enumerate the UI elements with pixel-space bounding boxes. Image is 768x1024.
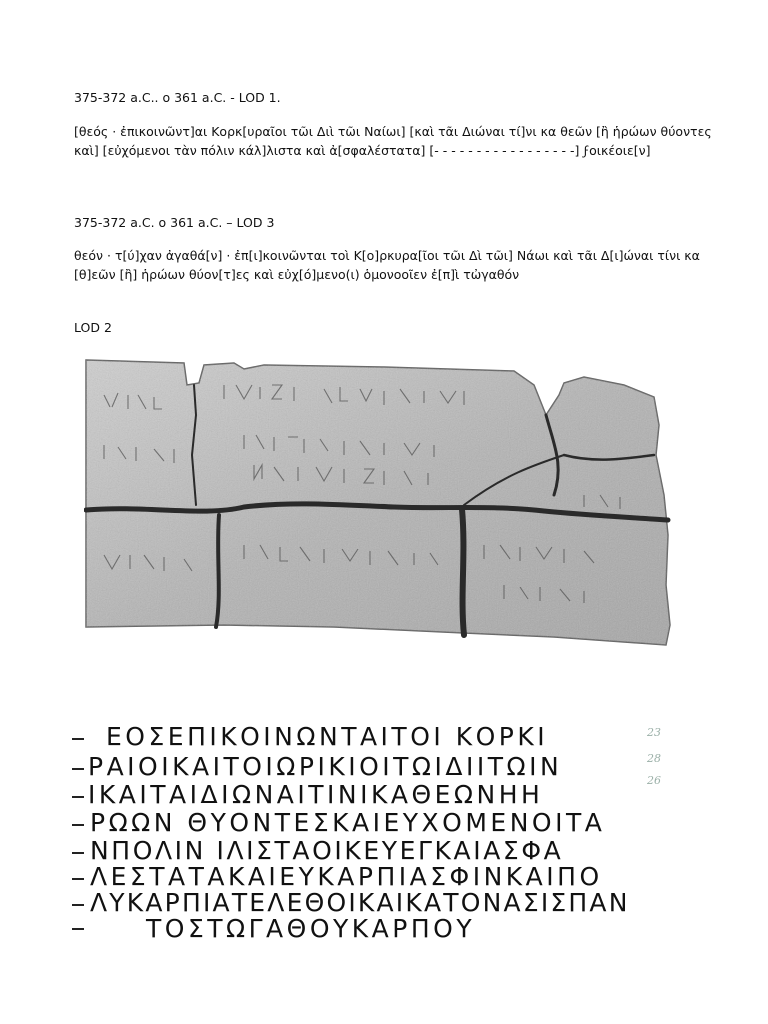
lod1-transcription-text: [θεός · ἐπικοινῶντ]αι Κορκ[υραῖοι τῶι Διὶ τῶι Ναίωι] [καὶ τᾶι Διώναι τί]νι κα θεῶν [ἢ ἡρώων θύοντες καὶ] [εὐχόμενοι τὰν πόλιν κάλ]λιστα καὶ ἀ[σφαλέστατα] [- - - - - - - - - - - - - - - - -] ϝοικέοιε[ν] — [74, 124, 712, 158]
lod3-transcription-text: θεόν · τ[ύ]χαν ἀγαθά[ν] · ἐπ[ι]κοινῶνται τοὶ Κ[ο]ρκυρα[ῖοι τῶι Δὶ τῶι] Νάωι καὶ τᾶι Δ[ι]ώναι τίνι κα [θ]εῶν [ἢ] ἡρώων θύον[τ]ες καὶ εὐχ[ό]μενο(ι) ὁμονοοῖεν ἐ[π]ὶ τὠγαθόν — [74, 248, 700, 282]
inscription-transcription-drawing — [60, 716, 710, 943]
transcription-line-6: ΛΕΣΤΑΤΑΚΑΙΕΥΚΑΡΠΙΑΣΦΙΝΚΑΙΠΟ — [90, 862, 603, 891]
inscription-photograph — [84, 355, 684, 655]
line-marker — [72, 852, 84, 854]
margin-number: 28 — [647, 752, 661, 765]
transcription-line-3: ΙΚΑΙΤΑΙΔΙΩΝΑΙΤΙΝΙΚΑΘΕΩΝΗΗ — [88, 780, 544, 809]
line-marker — [72, 928, 84, 930]
transcription-line-5: ΝΠΟΛΙΝ ΙΛΙΣΤΑΟΙΚΕΥΕΓΚΑΙΑΣΦΑ — [90, 836, 564, 865]
transcription-line-7: ΛΥΚΑΡΠΙΑΤΕΛΕΘΟΙΚΑΙΚΑΤΟΝΑΣΙΣΠΑΝ — [90, 888, 630, 917]
line-marker — [72, 904, 84, 906]
line-marker — [72, 878, 84, 880]
transcription-line-2: ΡΑΙΟΙΚΑΙΤΟΙΩΡΙΚΙΟΙΤΩΙΔΙΙΤΩΙΝ — [88, 752, 563, 781]
transcription-line-4: ΡΩΩΝ ΘΥΟΝΤΕΣΚΑΙΕΥΧΟΜΕΝΟΙΤΑ — [90, 808, 606, 837]
margin-number: 26 — [647, 774, 661, 787]
transcription-line-1: ΕΟΣΕΠΙΚΟΙΝΩΝΤΑΙΤΟΙ ΚΟΡΚΙ — [106, 722, 549, 751]
line-marker — [72, 768, 84, 770]
margin-number: 23 — [647, 726, 661, 739]
line-marker — [72, 738, 84, 740]
heading-lod1: 375-372 a.C.. o 361 a.C. - LOD 1. — [74, 90, 281, 105]
transcription-line-8: ΤΟΣΤΩΓΑΘΟΥΚΑΡΠΟΥ — [146, 914, 476, 943]
tablet-body — [86, 360, 670, 645]
line-marker — [72, 824, 84, 826]
line-marker — [72, 796, 84, 798]
heading-lod3: 375-372 a.C. o 361 a.C. – LOD 3 — [74, 215, 275, 230]
lod2-label: LOD 2 — [74, 320, 112, 335]
